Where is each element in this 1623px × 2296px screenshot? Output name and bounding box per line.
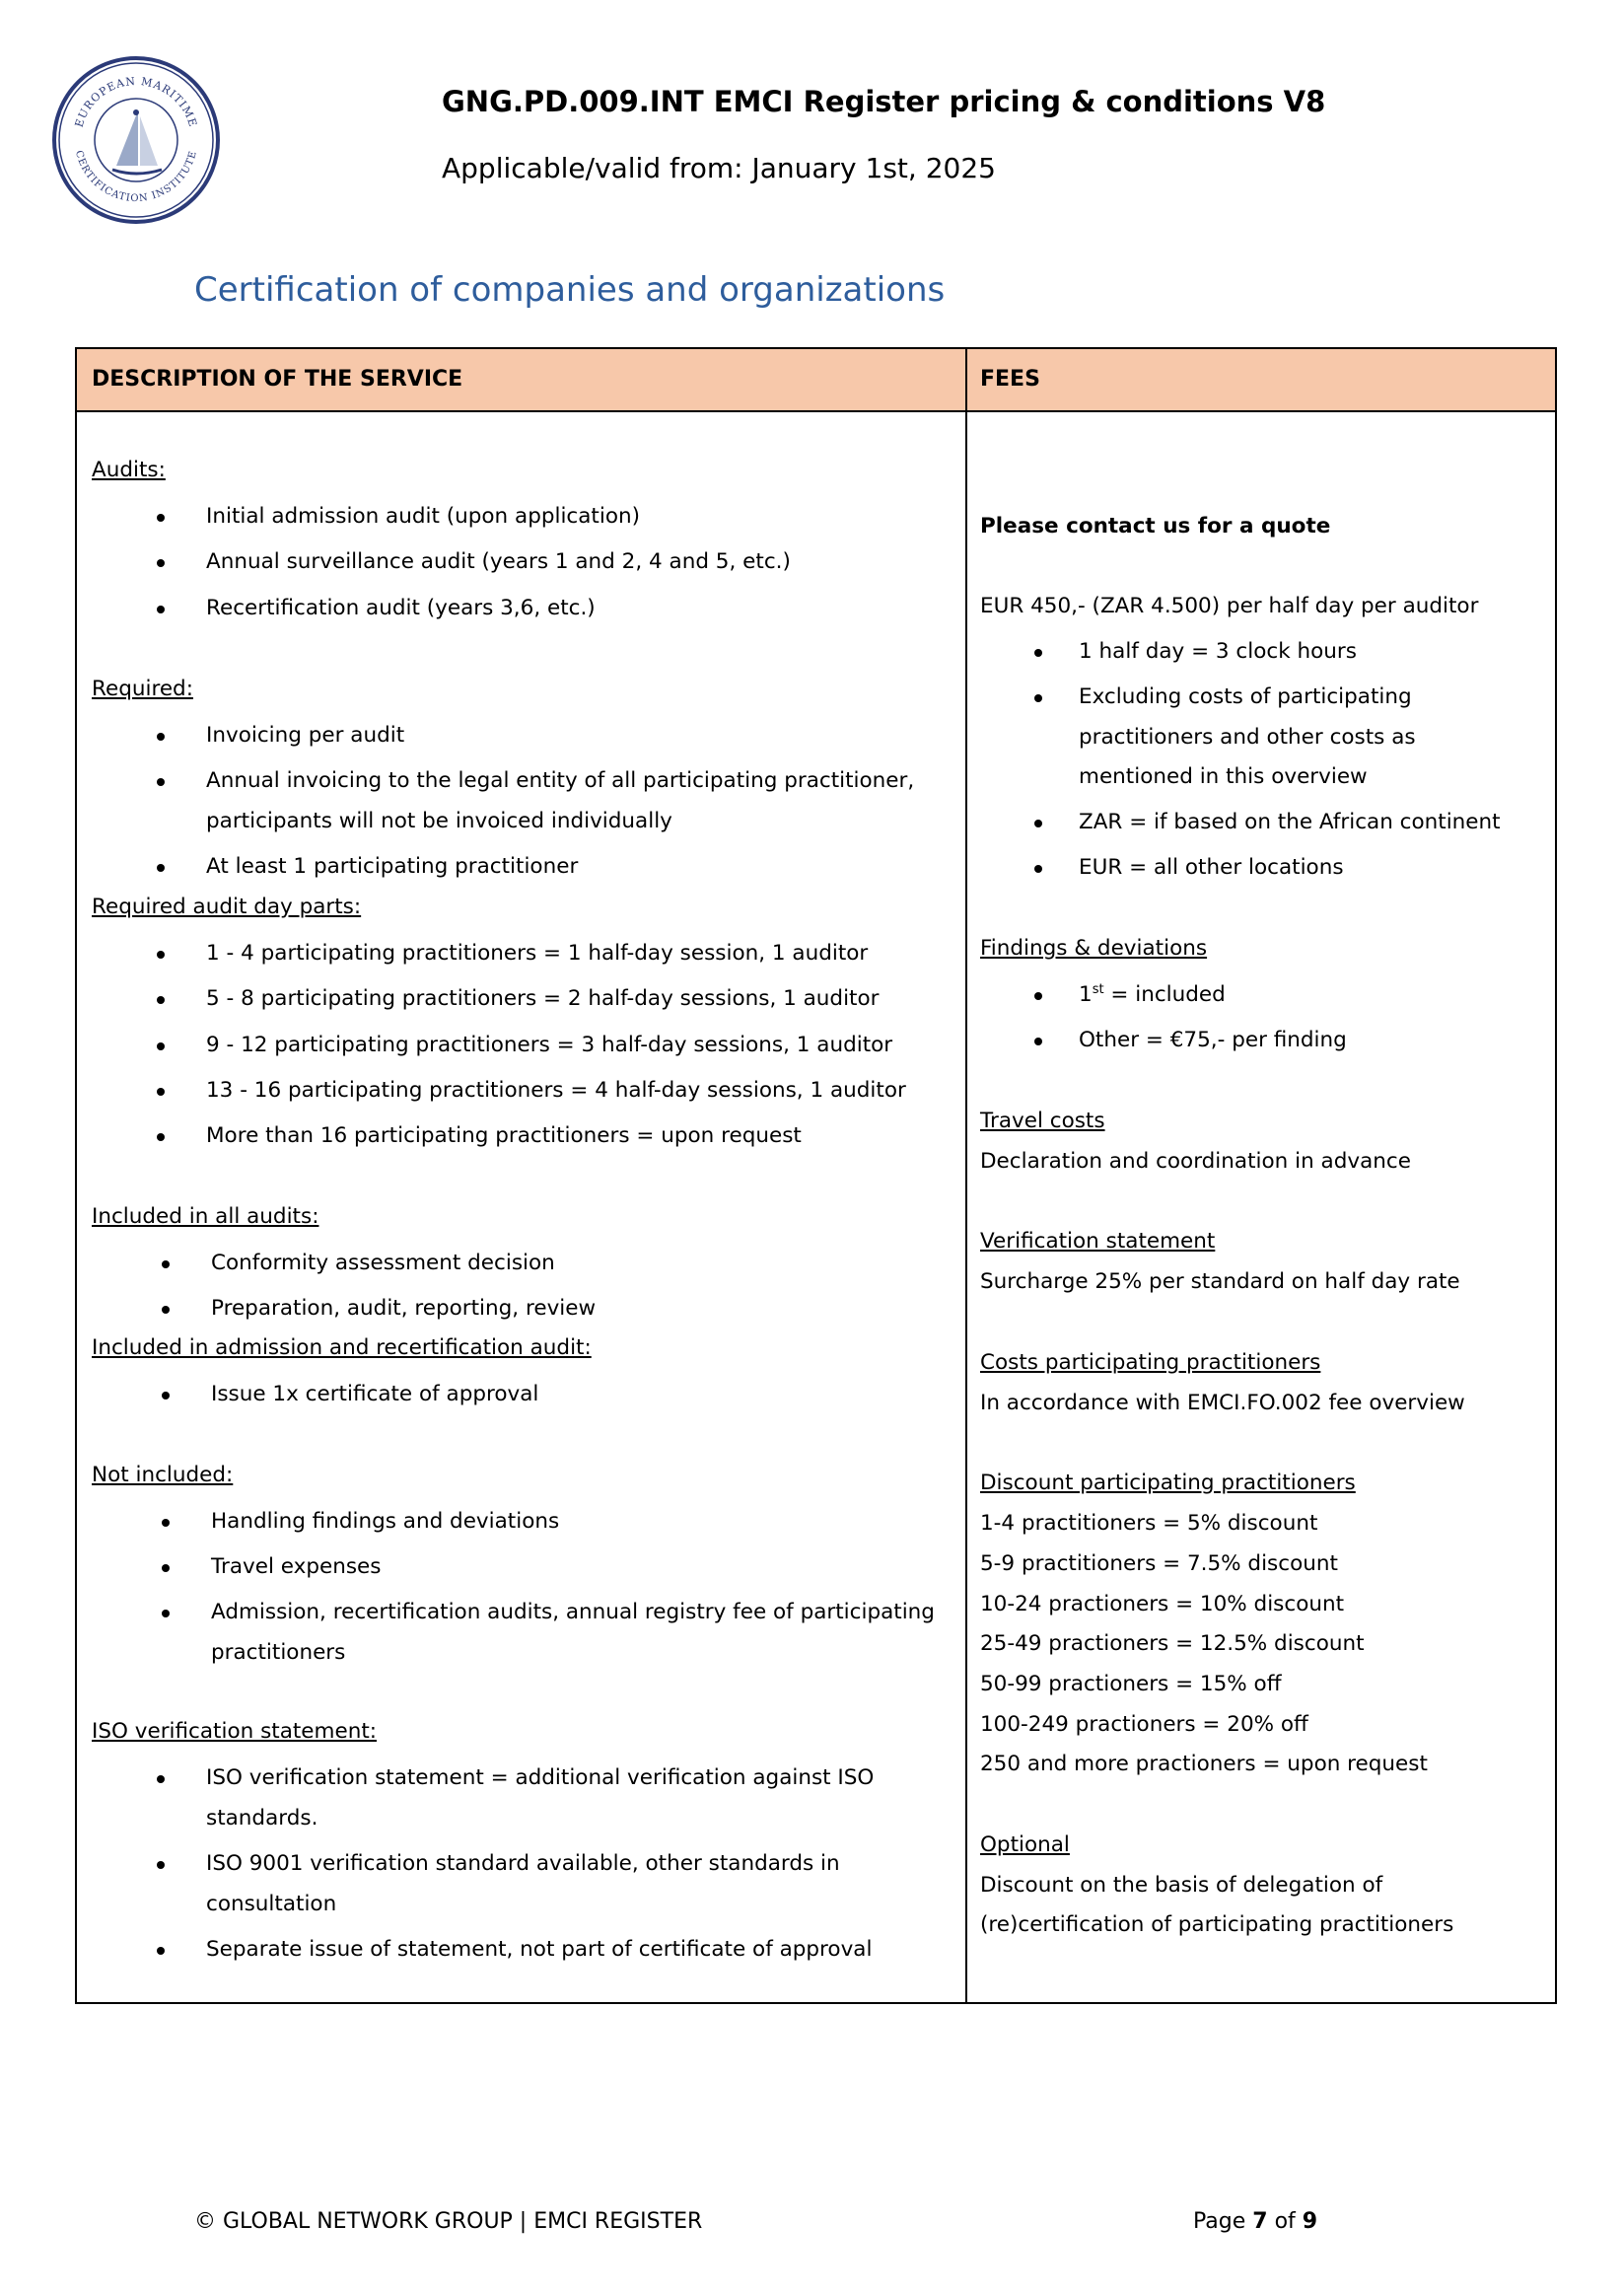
iso-item-continued: standards. [206,1806,318,1830]
required-item: Annual invoicing to the legal entity of all participating practitioner, [206,768,915,793]
discount-item: 1-4 practitioners = 5% discount [980,1511,1318,1536]
required-item: Invoicing per audit [206,723,405,748]
pricing-table [75,347,1557,2004]
logo-text-bottom: CERTIFICATION INSTITUTE [73,149,199,205]
iso-item: Separate issue of statement, not part of certificate of approval [206,1937,873,1962]
audit-item: Initial admission audit (upon application) [206,504,641,529]
costs-heading: Costs participating practitioners [980,1350,1321,1375]
discount-item: 100-249 practioners = 20% off [980,1712,1308,1737]
bullet-icon [157,1947,165,1955]
rate-item-continued: mentioned in this overview [1079,764,1368,789]
bullet-icon [157,1775,165,1783]
rate-item: Excluding costs of participating [1079,684,1412,709]
discount-item: 250 and more practioners = upon request [980,1752,1428,1776]
verification-text: Surcharge 25% per standard on half day rate [980,1269,1460,1294]
travel-heading: Travel costs [980,1109,1105,1133]
findings-heading: Findings & deviations [980,936,1208,961]
bullet-icon [162,1260,170,1268]
not-included-heading: Not included: [92,1463,234,1487]
included-item: Preparation, audit, reporting, review [211,1296,597,1321]
discount-heading: Discount participating practitioners [980,1471,1356,1495]
discount-item: 10-24 practioners = 10% discount [980,1592,1345,1616]
page-total: 9 [1302,2209,1318,2234]
required-heading: Required: [92,677,193,701]
rate-item: EUR = all other locations [1079,855,1344,880]
quote-text: Please contact us for a quote [980,514,1331,538]
not-included-item: Travel expenses [211,1554,382,1579]
daypart-item: 13 - 16 participating practitioners = 4 half-day sessions, 1 auditor [206,1078,906,1103]
iso-item-continued: consultation [206,1892,337,1916]
rate-item-continued: practitioners and other costs as [1079,725,1416,750]
included-all-heading: Included in all audits: [92,1204,319,1229]
bullet-icon [157,606,165,613]
not-included-item: Admission, recertification audits, annual registry fee of participating [211,1600,935,1624]
document-title: GNG.PD.009.INT EMCI Register pricing & conditions V8 [442,85,1326,118]
section-title: Certification of companies and organizations [194,270,946,310]
iso-heading: ISO verification statement: [92,1719,378,1744]
rate-item: ZAR = if based on the African continent [1079,810,1501,834]
audits-heading: Audits: [92,458,166,482]
optional-text: Discount on the basis of delegation of [980,1873,1383,1898]
column-header-fees: FEES [980,367,1040,392]
bullet-icon [1034,649,1042,657]
bullet-icon [162,1306,170,1314]
optional-heading: Optional [980,1832,1070,1857]
iso-item: ISO verification statement = additional verification against ISO [206,1765,875,1790]
iso-item: ISO 9001 verification standard available, other standards in [206,1851,840,1876]
bullet-icon [162,1519,170,1527]
findings-item [1079,980,1226,1010]
valid-from: Applicable/valid from: January 1st, 2025 [442,152,996,184]
not-included-item: Handling findings and deviations [211,1509,560,1534]
bullet-icon [157,733,165,741]
audit-item: Recertification audit (years 3,6, etc.) [206,596,596,620]
column-header-description: DESCRIPTION OF THE SERVICE [92,367,463,392]
bullet-icon [157,1088,165,1096]
findings-item: Other = €75,- per finding [1079,1028,1347,1052]
findings-first-suffix: st [1092,981,1104,997]
dayparts-heading: Required audit day parts: [92,895,362,919]
bullet-icon [157,951,165,959]
bullet-icon [1034,1038,1042,1045]
audit-item: Annual surveillance audit (years 1 and 2, 4 and 5, etc.) [206,549,791,574]
optional-text: (re)certification of participating practitioners [980,1912,1454,1937]
bullet-icon [162,1610,170,1617]
daypart-item: 1 - 4 participating practitioners = 1 half-day session, 1 auditor [206,941,869,966]
included-admission-item: Issue 1x certificate of approval [211,1382,539,1406]
verification-heading: Verification statement [980,1229,1216,1254]
discount-item: 5-9 practitioners = 7.5% discount [980,1551,1338,1576]
findings-first-number: 1 [1079,982,1093,1007]
daypart-item: 5 - 8 participating practitioners = 2 half-day sessions, 1 auditor [206,986,880,1011]
bullet-icon [157,559,165,567]
bullet-icon [1034,694,1042,702]
table-header [77,349,1555,412]
included-admission-heading: Included in admission and recertification audit: [92,1335,592,1360]
findings-first-rest: = included [1103,982,1226,1007]
bullet-icon [157,864,165,872]
page-label: Page [1193,2209,1253,2234]
rate-item: 1 half day = 3 clock hours [1079,639,1357,664]
bullet-icon [1034,820,1042,827]
column-divider [965,349,967,2002]
bullet-icon [162,1392,170,1399]
bullet-icon [157,778,165,786]
footer-page-number [1193,2209,1317,2234]
bullet-icon [157,996,165,1004]
emci-logo [51,55,221,225]
bullet-icon [1034,865,1042,873]
discount-item: 25-49 practioners = 12.5% discount [980,1631,1365,1656]
daypart-item: 9 - 12 participating practitioners = 3 half-day sessions, 1 auditor [206,1033,893,1057]
page-current: 7 [1252,2209,1268,2234]
of-label: of [1267,2209,1303,2234]
bullet-icon [157,1042,165,1050]
costs-text: In accordance with EMCI.FO.002 fee overview [980,1391,1465,1415]
travel-text: Declaration and coordination in advance [980,1149,1411,1174]
rate-text: EUR 450,- (ZAR 4.500) per half day per auditor [980,594,1479,618]
footer-copyright: © GLOBAL NETWORK GROUP | EMCI REGISTER [194,2209,703,2234]
included-item: Conformity assessment decision [211,1251,555,1275]
bullet-icon [1034,992,1042,1000]
discount-item: 50-99 practioners = 15% off [980,1672,1282,1696]
not-included-item-continued: practitioners [211,1640,346,1665]
required-item: At least 1 participating practitioner [206,854,579,879]
bullet-icon [157,514,165,522]
logo-text-top: EUROPEAN MARITIME [72,74,200,129]
bullet-icon [162,1564,170,1572]
required-item-continued: participants will not be invoiced individually [206,809,672,833]
daypart-item: More than 16 participating practitioners = upon request [206,1123,802,1148]
bullet-icon [157,1861,165,1869]
bullet-icon [157,1133,165,1141]
